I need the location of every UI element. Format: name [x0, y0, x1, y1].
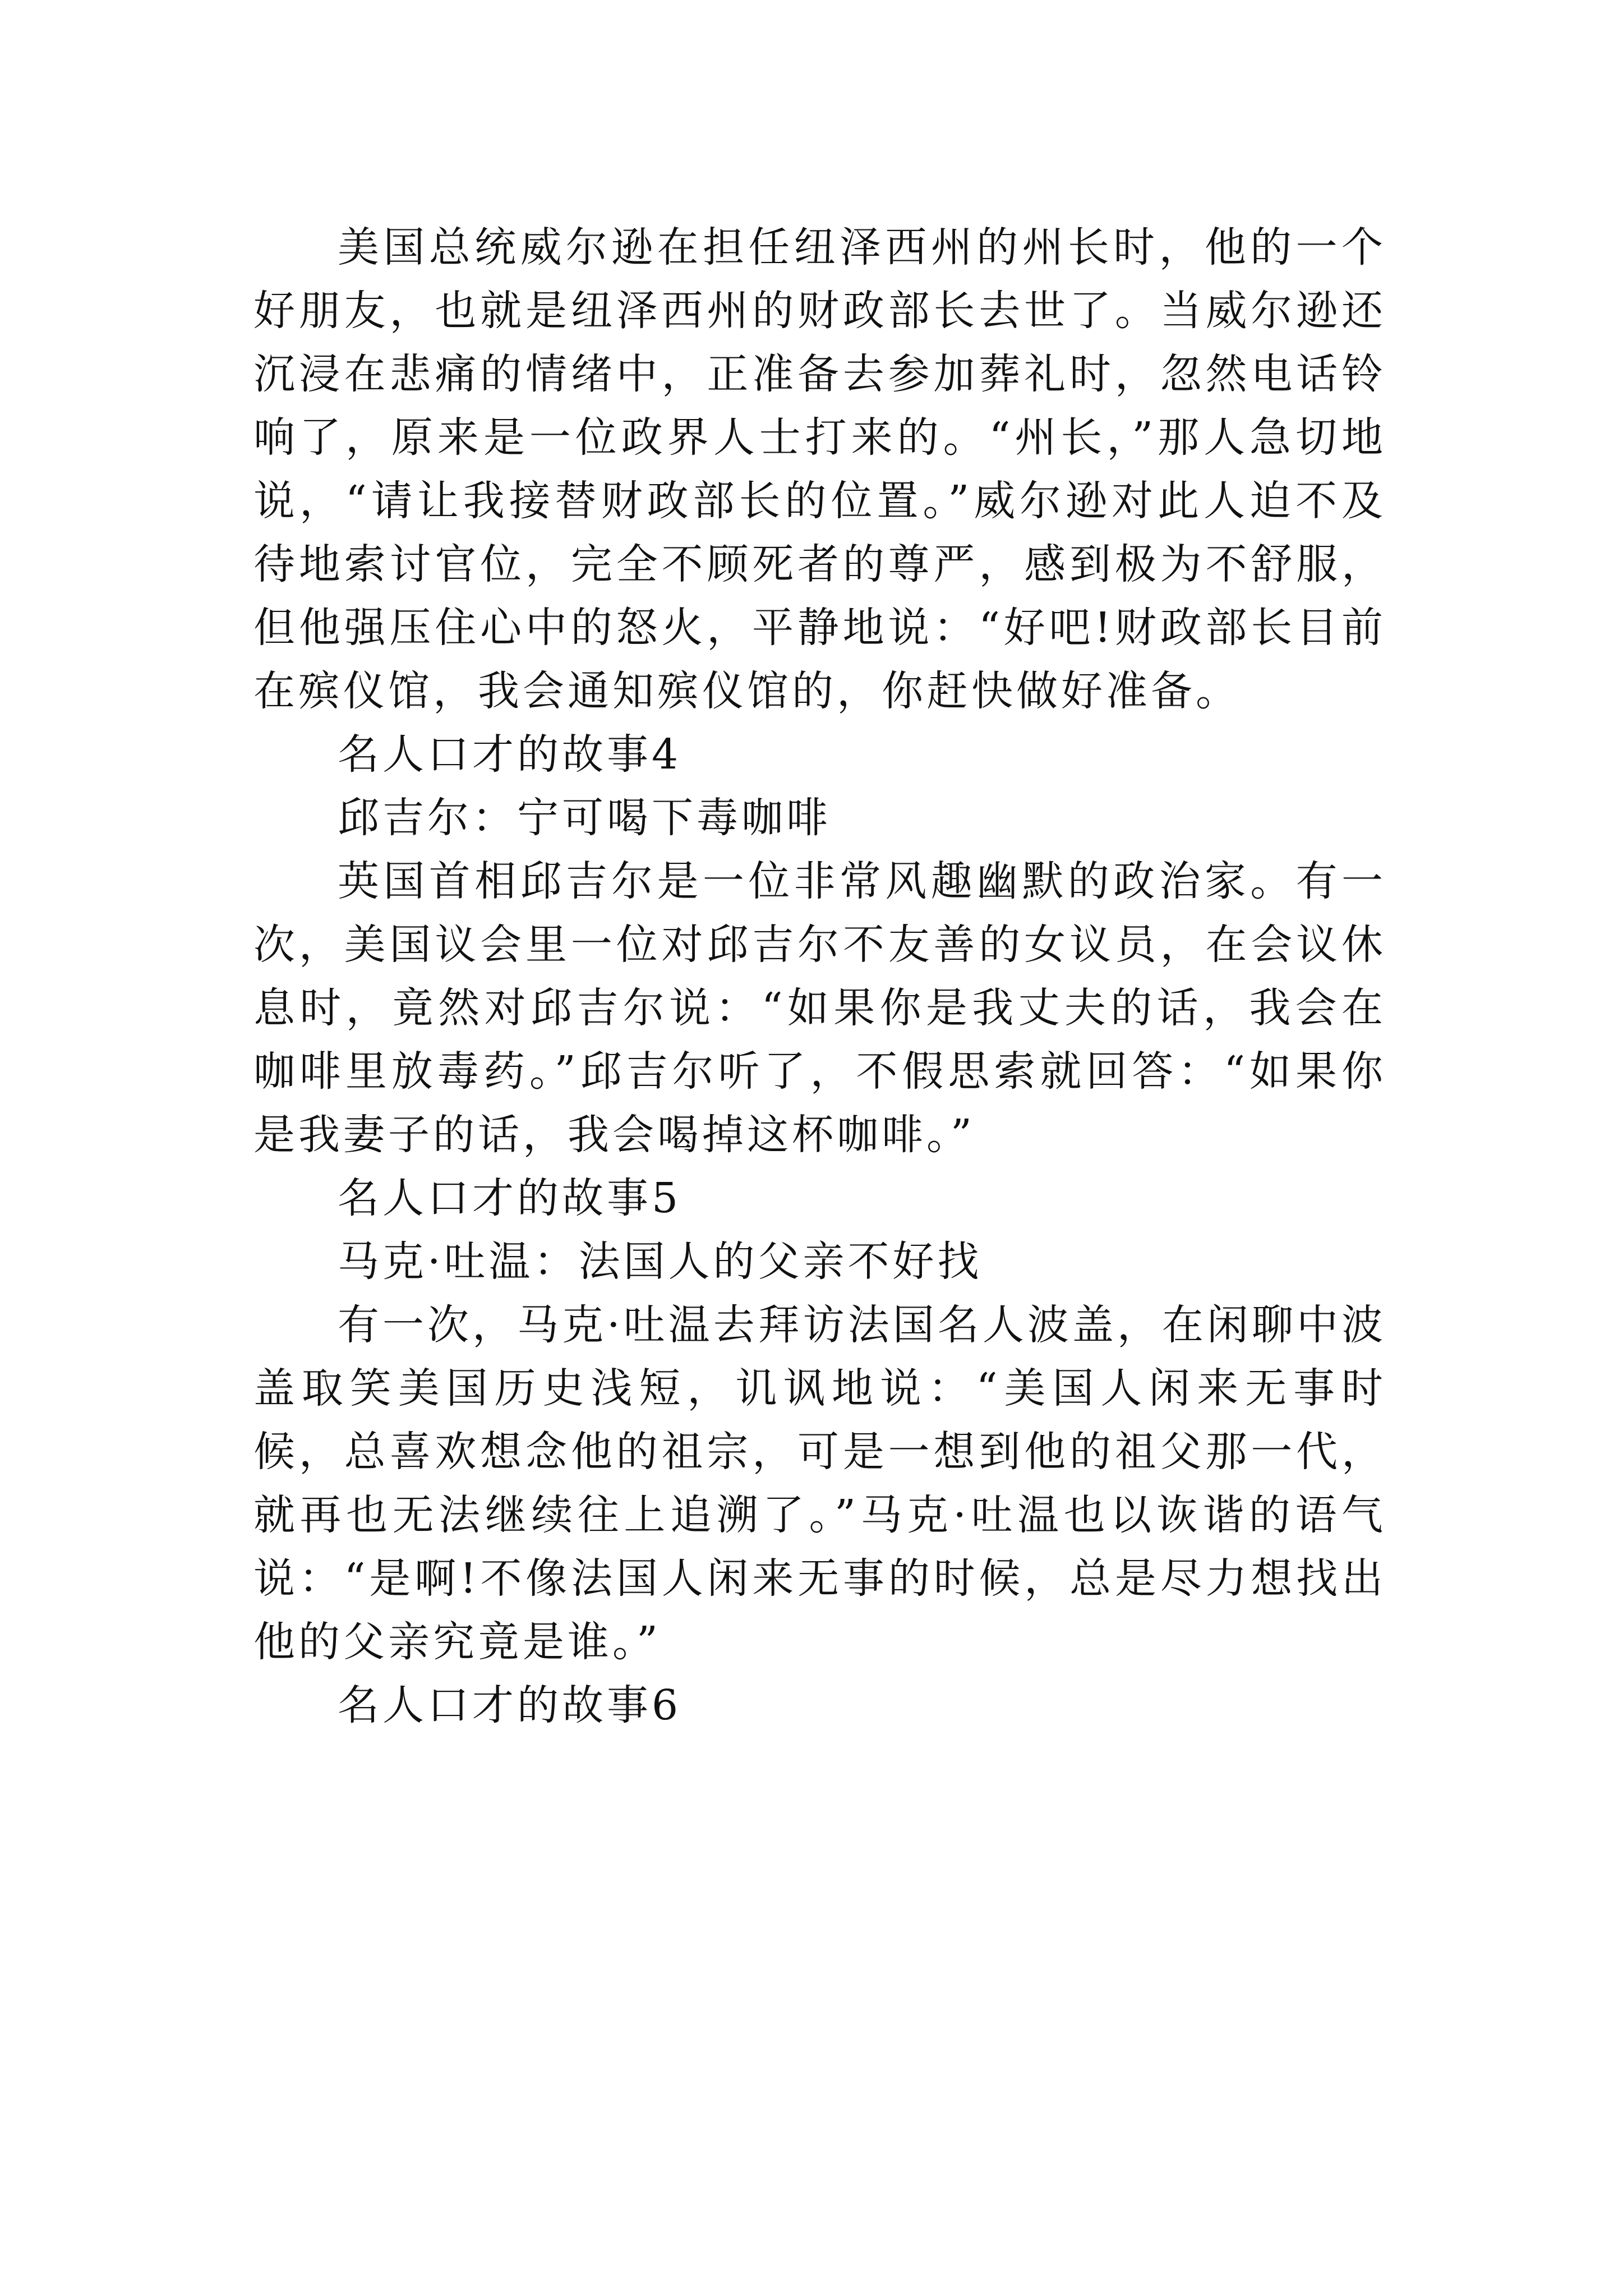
story-subtitle-churchill: 邱吉尔：宁可喝下毒咖啡	[338, 794, 831, 842]
story-heading-6: 名人口才的故事6	[338, 1681, 682, 1729]
story-subtitle-mark-twain: 马克·吐温：法国人的父亲不好找	[338, 1237, 983, 1286]
paragraph-wilson-story: 美国总统威尔逊在担任纽泽西州的州长时，他的一个好朋友，也就是纽泽西州的财政部长去世了。当威尔逊还沉浸在悲痛的情绪中，正准备去参加葬礼时，忽然电话铃响了，原来是一位政界人士打来的。“州长，”那人急切地说，“请让我接替财政部长的位置。”威尔逊对此人迫不及待地索讨官位，完全不顾死者的尊严，感到极为不舒服，但他强压住心中的怒火，平静地说：“好吧!财政部长目前在殡仪馆，我会通知殡仪馆的，你赶快做好准备。	[253, 223, 1386, 715]
document-page	[253, 216, 1386, 1737]
story-heading-5: 名人口才的故事5	[338, 1174, 682, 1222]
paragraph-mark-twain-story: 有一次，马克·吐温去拜访法国名人波盖，在闲聊中波盖取笑美国历史浅短，讥讽地说：“美国人闲来无事时候，总喜欢想念他的祖宗，可是一想到他的祖父那一代，就再也无法继续往上追溯了。”马克·吐温也以诙谐的语气说：“是啊!不像法国人闲来无事的时候，总是尽力想找出他的父亲究竟是谁。”	[253, 1301, 1386, 1666]
story-heading-4: 名人口才的故事4	[338, 730, 682, 779]
paragraph-churchill-story: 英国首相邱吉尔是一位非常风趣幽默的政治家。有一次，美国议会里一位对邱吉尔不友善的女议员，在会议休息时，竟然对邱吉尔说：“如果你是我丈夫的话，我会在咖啡里放毒药。”邱吉尔听了，不假思索就回答：“如果你是我妻子的话，我会喝掉这杯咖啡。”	[253, 857, 1386, 1159]
